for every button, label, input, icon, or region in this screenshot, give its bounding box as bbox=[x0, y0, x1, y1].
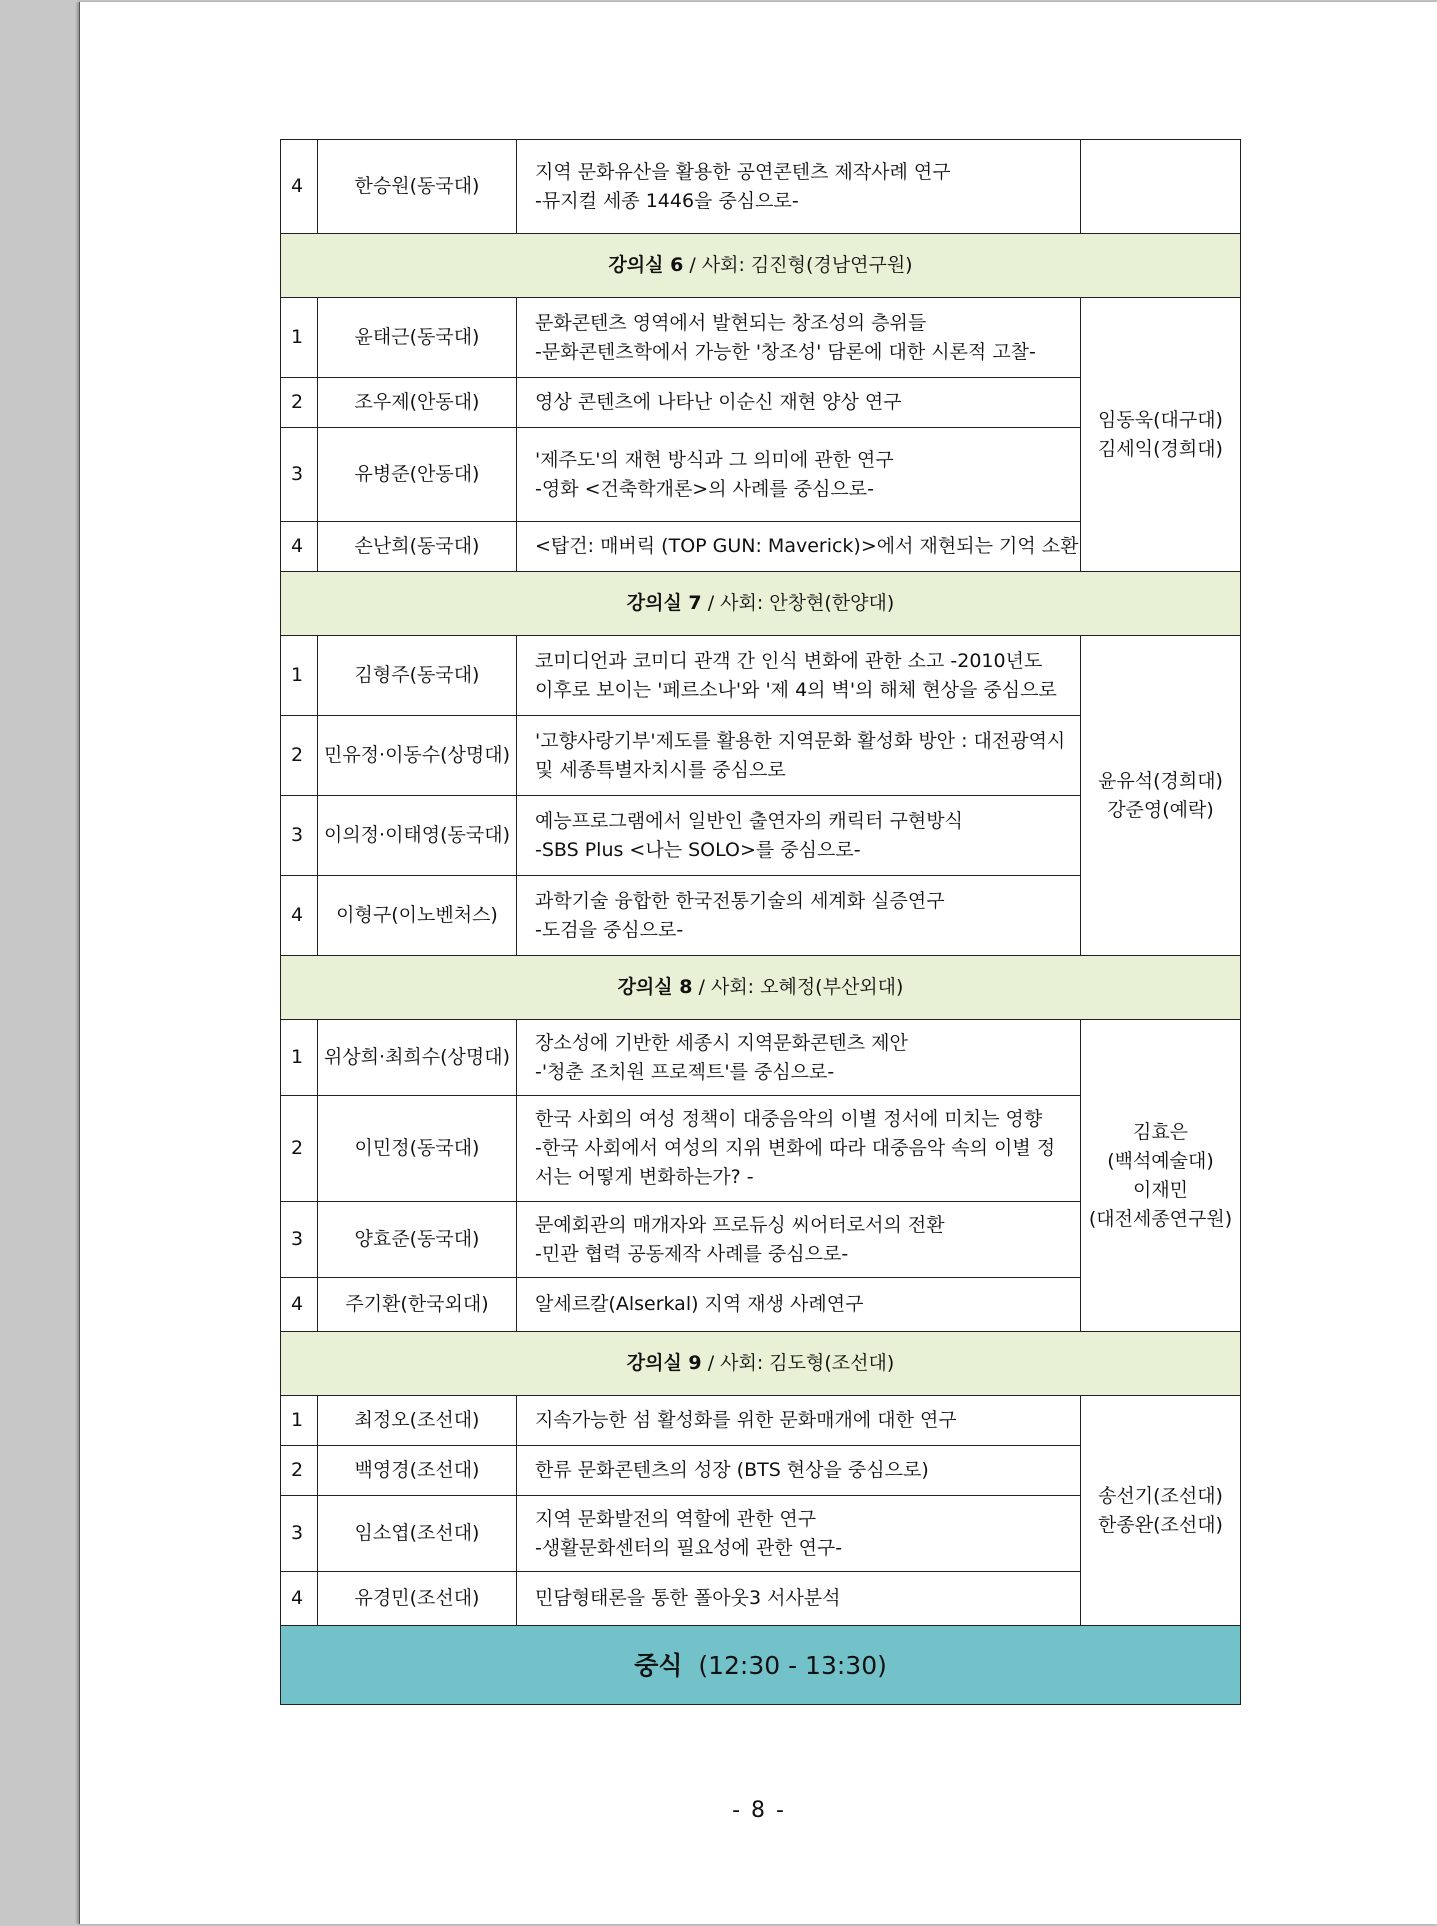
session-number: 2 bbox=[281, 716, 318, 796]
paper-title-line: -'청춘 조치원 프로젝트'를 중심으로- bbox=[535, 1060, 835, 1083]
paper-title-line: 알세르칼(Alserkal) 지역 재생 사례연구 bbox=[535, 1293, 864, 1315]
discussant-cell bbox=[1081, 636, 1241, 956]
session-number: 4 bbox=[281, 1278, 318, 1332]
paper-title-line: 과학기술 융합한 한국전통기술의 세계화 실증연구 bbox=[535, 889, 945, 912]
room-header bbox=[281, 234, 1241, 298]
presenter-name: 조우제(안동대) bbox=[318, 378, 517, 428]
paper-title-line: -SBS Plus <나는 SOLO>를 중심으로- bbox=[535, 838, 861, 861]
paper-title-line: <탑건: 매버릭 (TOP GUN: Maverick)>에서 재현되는 기억 소환 bbox=[535, 535, 1079, 557]
room-label: 강의실 7 bbox=[626, 592, 702, 614]
schedule-table bbox=[280, 139, 1241, 1705]
session-number: 1 bbox=[281, 1020, 318, 1096]
presenter-name: 이민정(동국대) bbox=[318, 1096, 517, 1202]
room-header bbox=[281, 1332, 1241, 1396]
room-label: 강의실 8 bbox=[617, 976, 693, 998]
session-row bbox=[281, 298, 1241, 378]
paper-title-line: -문화콘텐츠학에서 가능한 '창조성' 담론에 대한 시론적 고찰- bbox=[535, 340, 1036, 363]
presenter-name: 이의정·이태영(동국대) bbox=[318, 796, 517, 876]
paper-title bbox=[517, 1572, 1081, 1626]
paper-title bbox=[517, 378, 1081, 428]
paper-title-line: 한국 사회의 여성 정책이 대중음악의 이별 정서에 미치는 영향 bbox=[535, 1108, 1043, 1130]
paper-title bbox=[517, 876, 1081, 956]
room-separator: / bbox=[692, 976, 711, 998]
session-number: 4 bbox=[281, 522, 318, 572]
paper-title-line: 지역 문화발전의 역할에 관한 연구 bbox=[535, 1507, 817, 1530]
paper-title bbox=[517, 1020, 1081, 1096]
room-separator: / bbox=[683, 254, 702, 276]
paper-title bbox=[517, 1278, 1081, 1332]
presenter-name: 위상희·최희수(상명대) bbox=[318, 1020, 517, 1096]
room-header-row bbox=[281, 572, 1241, 636]
session-number: 3 bbox=[281, 796, 318, 876]
session-number: 2 bbox=[281, 1446, 318, 1496]
paper-title-line: 이후로 보이는 '페르소나'와 '제 4의 벽'의 해체 현상을 중심으로 bbox=[535, 678, 1057, 701]
paper-title bbox=[517, 716, 1081, 796]
lunch-break bbox=[281, 1626, 1241, 1705]
paper-title bbox=[517, 636, 1081, 716]
session-number: 3 bbox=[281, 1202, 318, 1278]
paper-title-line: 장소성에 기반한 세종시 지역문화콘텐츠 제안 bbox=[535, 1031, 908, 1054]
presenter-name: 민유정·이동수(상명대) bbox=[318, 716, 517, 796]
session-number: 4 bbox=[281, 876, 318, 956]
discussant-name: 이재민 bbox=[1132, 1178, 1189, 1201]
paper-title-line: 문화콘텐츠 영역에서 발현되는 창조성의 층위들 bbox=[535, 311, 927, 334]
discussant-name: 한종완(조선대) bbox=[1098, 1513, 1223, 1536]
paper-title-line: 지속가능한 섬 활성화를 위한 문화매개에 대한 연구 bbox=[535, 1409, 957, 1431]
paper-title-line: 영상 콘텐츠에 나타난 이순신 재현 양상 연구 bbox=[535, 391, 902, 413]
presenter-name: 양효준(동국대) bbox=[318, 1202, 517, 1278]
presenter-name: 임소엽(조선대) bbox=[318, 1496, 517, 1572]
lunch-label: 중식 bbox=[634, 1650, 683, 1680]
room-label: 강의실 6 bbox=[608, 254, 684, 276]
paper-title bbox=[517, 1202, 1081, 1278]
presenter-name: 유병준(안동대) bbox=[318, 428, 517, 522]
room-chair: 사회: 오혜정(부산외대) bbox=[710, 976, 904, 998]
session-number: 4 bbox=[281, 140, 318, 234]
room-separator: / bbox=[701, 592, 721, 614]
paper-title-line: 코미디언과 코미디 관객 간 인식 변화에 관한 소고 -2010년도 bbox=[535, 649, 1043, 672]
session-number: 4 bbox=[281, 1572, 318, 1626]
paper-title bbox=[517, 298, 1081, 378]
paper-title bbox=[517, 796, 1081, 876]
paper-title bbox=[517, 1446, 1081, 1496]
discussant-name: 김효은 bbox=[1132, 1120, 1189, 1143]
session-number: 2 bbox=[281, 378, 318, 428]
presenter-name: 주기환(한국외대) bbox=[318, 1278, 517, 1332]
document-page bbox=[79, 2, 1437, 1924]
discussant-cell bbox=[1081, 298, 1241, 572]
paper-title-line: -생활문화센터의 필요성에 관한 연구- bbox=[535, 1536, 843, 1559]
discussant-cell bbox=[1081, 140, 1241, 234]
paper-title-line: 한류 문화콘텐츠의 성장 (BTS 현상을 중심으로) bbox=[535, 1459, 929, 1481]
paper-title-line: -민관 협력 공동제작 사례를 중심으로- bbox=[535, 1242, 849, 1265]
page-number: - 8 - bbox=[732, 1798, 786, 1823]
room-chair: 사회: 안창현(한양대) bbox=[720, 592, 895, 614]
room-chair: 사회: 김도형(조선대) bbox=[720, 1352, 895, 1374]
presenter-name: 손난희(동국대) bbox=[318, 522, 517, 572]
paper-title-line: -도검을 중심으로- bbox=[535, 918, 684, 941]
presenter-name: 한승원(동국대) bbox=[318, 140, 517, 234]
paper-title bbox=[517, 1496, 1081, 1572]
paper-title-line: 서는 어떻게 변화하는가? - bbox=[535, 1166, 754, 1188]
paper-title bbox=[517, 1096, 1081, 1202]
discussant-name: 윤유석(경희대) bbox=[1098, 769, 1223, 792]
discussant-cell bbox=[1081, 1020, 1241, 1332]
room-header bbox=[281, 956, 1241, 1020]
room-header-row bbox=[281, 1332, 1241, 1396]
session-number: 3 bbox=[281, 428, 318, 522]
room-header-row bbox=[281, 956, 1241, 1020]
discussant-name: (대전세종연구원) bbox=[1088, 1207, 1233, 1230]
session-number: 1 bbox=[281, 298, 318, 378]
paper-title-line: '고향사랑기부'제도를 활용한 지역문화 활성화 방안 : 대전광역시 bbox=[535, 729, 1066, 752]
paper-title-line: 문예회관의 매개자와 프로듀싱 씨어터로서의 전환 bbox=[535, 1213, 945, 1236]
discussant-name: 송선기(조선대) bbox=[1098, 1484, 1223, 1507]
discussant-name: 강준영(예락) bbox=[1107, 798, 1214, 821]
paper-title-line: 지역 문화유산을 활용한 공연콘텐츠 제작사례 연구 bbox=[535, 160, 951, 183]
discussant-name: 임동욱(대구대) bbox=[1098, 408, 1223, 431]
paper-title bbox=[517, 140, 1081, 234]
presenter-name: 백영경(조선대) bbox=[318, 1446, 517, 1496]
session-row bbox=[281, 1396, 1241, 1446]
session-number: 1 bbox=[281, 1396, 318, 1446]
room-header bbox=[281, 572, 1241, 636]
presenter-name: 이형구(이노벤처스) bbox=[318, 876, 517, 956]
presenter-name: 최정오(조선대) bbox=[318, 1396, 517, 1446]
paper-title bbox=[517, 522, 1081, 572]
session-number: 2 bbox=[281, 1096, 318, 1202]
room-chair: 사회: 김진형(경남연구원) bbox=[701, 254, 913, 276]
paper-title-line: 및 세종특별자치시를 중심으로 bbox=[535, 758, 786, 781]
presenter-name: 유경민(조선대) bbox=[318, 1572, 517, 1626]
session-row bbox=[281, 636, 1241, 716]
session-number: 3 bbox=[281, 1496, 318, 1572]
lunch-gap bbox=[682, 1651, 698, 1680]
session-row bbox=[281, 140, 1241, 234]
paper-title bbox=[517, 1396, 1081, 1446]
paper-title-line: 예능프로그램에서 일반인 출연자의 캐릭터 구현방식 bbox=[535, 809, 963, 832]
presenter-name: 김형주(동국대) bbox=[318, 636, 517, 716]
discussant-name: 김세익(경희대) bbox=[1098, 437, 1223, 460]
paper-title-line: '제주도'의 재현 방식과 그 의미에 관한 연구 bbox=[535, 448, 894, 471]
paper-title bbox=[517, 428, 1081, 522]
discussant-name: (백석예술대) bbox=[1107, 1149, 1214, 1172]
discussant-cell bbox=[1081, 1396, 1241, 1626]
paper-title-line: -뮤지컬 세종 1446을 중심으로- bbox=[535, 189, 799, 212]
room-label: 강의실 9 bbox=[626, 1352, 702, 1374]
paper-title-line: -한국 사회에서 여성의 지위 변화에 따라 대중음악 속의 이별 정 bbox=[535, 1137, 1056, 1159]
room-header-row bbox=[281, 234, 1241, 298]
paper-title-line: -영화 <건축학개론>의 사례를 중심으로- bbox=[535, 477, 874, 500]
lunch-row bbox=[281, 1626, 1241, 1705]
presenter-name: 윤태근(동국대) bbox=[318, 298, 517, 378]
session-number: 1 bbox=[281, 636, 318, 716]
room-separator: / bbox=[701, 1352, 721, 1374]
paper-title-line: 민담형태론을 통한 폴아웃3 서사분석 bbox=[535, 1587, 841, 1609]
lunch-time: (12:30 - 13:30) bbox=[698, 1650, 887, 1680]
session-row bbox=[281, 1020, 1241, 1096]
